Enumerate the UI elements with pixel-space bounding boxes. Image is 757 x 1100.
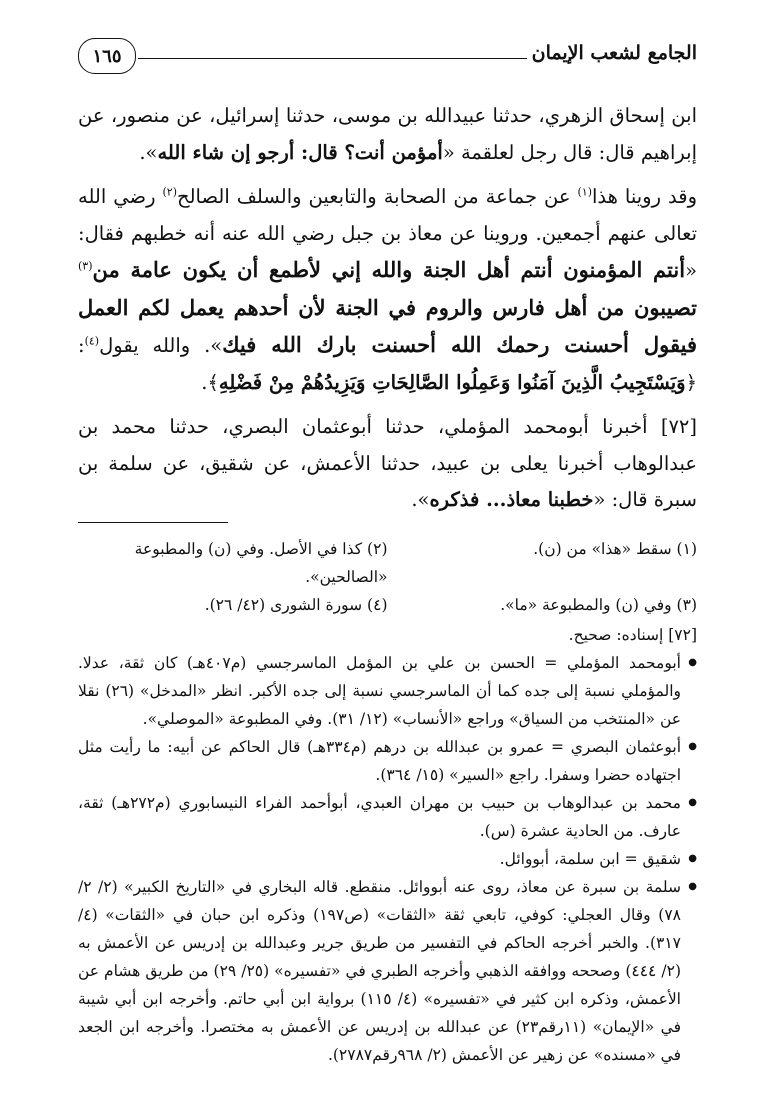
footnote-row-1 — [78, 535, 697, 591]
p1-text: ابن إسحاق الزهري، حدثنا عبيدالله بن موسى، حدثنا إسرائيل، عن منصور، عن إبراهيم قال: قال رجل لعلقمة « — [78, 104, 697, 164]
page-number: ١٦٥ — [78, 38, 136, 74]
p1-bold: أمؤمن أنت؟ قال: أرجو إن شاء الله — [157, 140, 443, 164]
paragraph-1 — [78, 98, 697, 171]
footnote-4: (٤) سورة الشورى (٤٢/ ٢٦). — [204, 596, 388, 614]
running-title: الجامع لشعب الإيمان — [531, 42, 697, 64]
narrator-notes — [78, 649, 697, 1069]
p2-bold-2: تصيبون من أهل فارس والروم في الجنة لأن أحدهم يعمل لكم العمل فيقول أحسنت رحمك الله أحسنت بارك الله فيك — [78, 294, 697, 357]
footnote-2: (٢) كذا في الأصل. وفي (ن) والمطبوعة «الصالحين». — [134, 540, 388, 586]
page-header — [78, 38, 697, 76]
isnad-note: [٧٢] إسناده: صحيح. — [568, 626, 697, 644]
footnote-row-2 — [78, 591, 697, 619]
quran-verse: وَيَسْتَجِيبُ الَّذِينَ آمَنُوا وَعَمِلُوا الصَّالِحَاتِ وَيَزِيدُهُمْ مِنْ فَضْلِهِ — [218, 370, 686, 394]
narrator-note: ● محمد بن عبدالوهاب بن حبيب بن مهران العبدي، أبوأحمد الفراء النيسابوري (م٢٧٢هـ) ثقة، عارف. من الحادية عشرة (س). — [78, 789, 697, 845]
p2-f: ﴾. — [201, 370, 219, 394]
p2-bold-1: أنتم المؤمنون أنتم أهل الجنة والله إني لأطمع أن يكون عامة من — [92, 257, 686, 282]
narrator-note: ● أبوعثمان البصري = عمرو بن عبدالله بن درهم (م٣٣٤هـ) قال الحاكم عن أبيه: ما رأيت مثل اجتهاده حضرا وسفرا. راجع «السير» (١٥/ ٣٦٤). — [78, 733, 697, 789]
footnotes — [78, 535, 697, 1069]
p2-a: وقد روينا هذا — [592, 185, 697, 208]
p3-end: ». — [411, 488, 430, 511]
footnote-1: (١) سقط «هذا» من (ن). — [533, 540, 697, 558]
footnote-ref-3: (٣) — [78, 259, 93, 273]
p2-b: عن جماعة من الصحابة والتابعين والسلف الصالح — [177, 185, 578, 208]
narrator-note: ● سلمة بن سبرة عن معاذ، روى عنه أبووائل. منقطع. قاله البخاري في «التاريخ الكبير» (٢/ ٢/ ٧٨) وقال العجلي: كوفي، تابعي ثقة «الثقات» (ص١٩٧) وذكره ابن حبان في «الثقات» (٤/ ٣١٧). والخبر أخرجه الحاكم في التفسير من طريق جرير وعبدالله بن إدريس عن الأعمش به (٢/ ٤٤٤) وصححه ووافقه الذهبي وأخرجه الطبري في «تفسيره» (٢٥/ ٢٩) من طريق هشام عن الأعمش، وذكره ابن كثير في «تفسيره» (٤/ ١١٥) برواية ابن أبي حاتم. وأخرجه ابن أبي شيبة في «الإيمان» (١١رقم٢٣) عن عبدالله بن إدريس عن الأعمش به مختصرا. وأخرجه ابن الجعد في «مسنده» عن زهير عن الأعمش (٢/ ٩٦٨رقم٢٧٨٧). — [78, 873, 697, 1069]
p3-text: [٧٢] أخبرنا أبومحمد المؤملي، حدثنا أبوعثمان البصري، حدثنا محمد بن عبدالوهاب أخبرنا يعلى بن عبيد، حدثنا الأعمش، عن شقيق، عن سلمة بن سبرة قال: « — [78, 415, 697, 511]
paragraph-3 — [78, 409, 697, 519]
header-rule — [138, 58, 527, 59]
p2-e: : ﴿ — [78, 334, 697, 394]
paragraph-2 — [78, 179, 697, 401]
narrator-note: ● أبومحمد المؤملي = الحسن بن علي بن المؤمل الماسرجسي (م٤٠٧هـ) كان ثقة، عدلا. والمؤملي نسبة إلى جده كما أن الماسرجسي نسبة إلى جده الأكبر. انظر «المدخل» (٢٦) نقلا عن «المنتخب من السياق» وراجع «الأنساب» (١٢/ ٣١). وفي المطبوعة «الموصلي». — [78, 649, 697, 733]
footnote-3: (٣) وفي (ن) والمطبوعة «ما». — [500, 596, 697, 614]
footnote-ref-2: (٢) — [162, 185, 177, 199]
narrator-note: ● شقيق = ابن سلمة، أبووائل. — [78, 845, 697, 873]
p2-c: رضي الله تعالى عنهم أجمعين. وروينا عن معاذ بن جبل رضي الله عنه أنه خطبهم فقال: « — [78, 185, 697, 282]
p1-end: ». — [139, 140, 158, 164]
footnote-separator — [78, 522, 228, 523]
footnote-ref-4: (٤) — [84, 334, 100, 348]
footnote-ref-1: (١) — [577, 185, 592, 199]
main-text — [78, 98, 697, 527]
p2-d: ». والله يقول — [99, 334, 223, 357]
p3-bold: خطبنا معاذ... فذكره — [429, 488, 594, 511]
